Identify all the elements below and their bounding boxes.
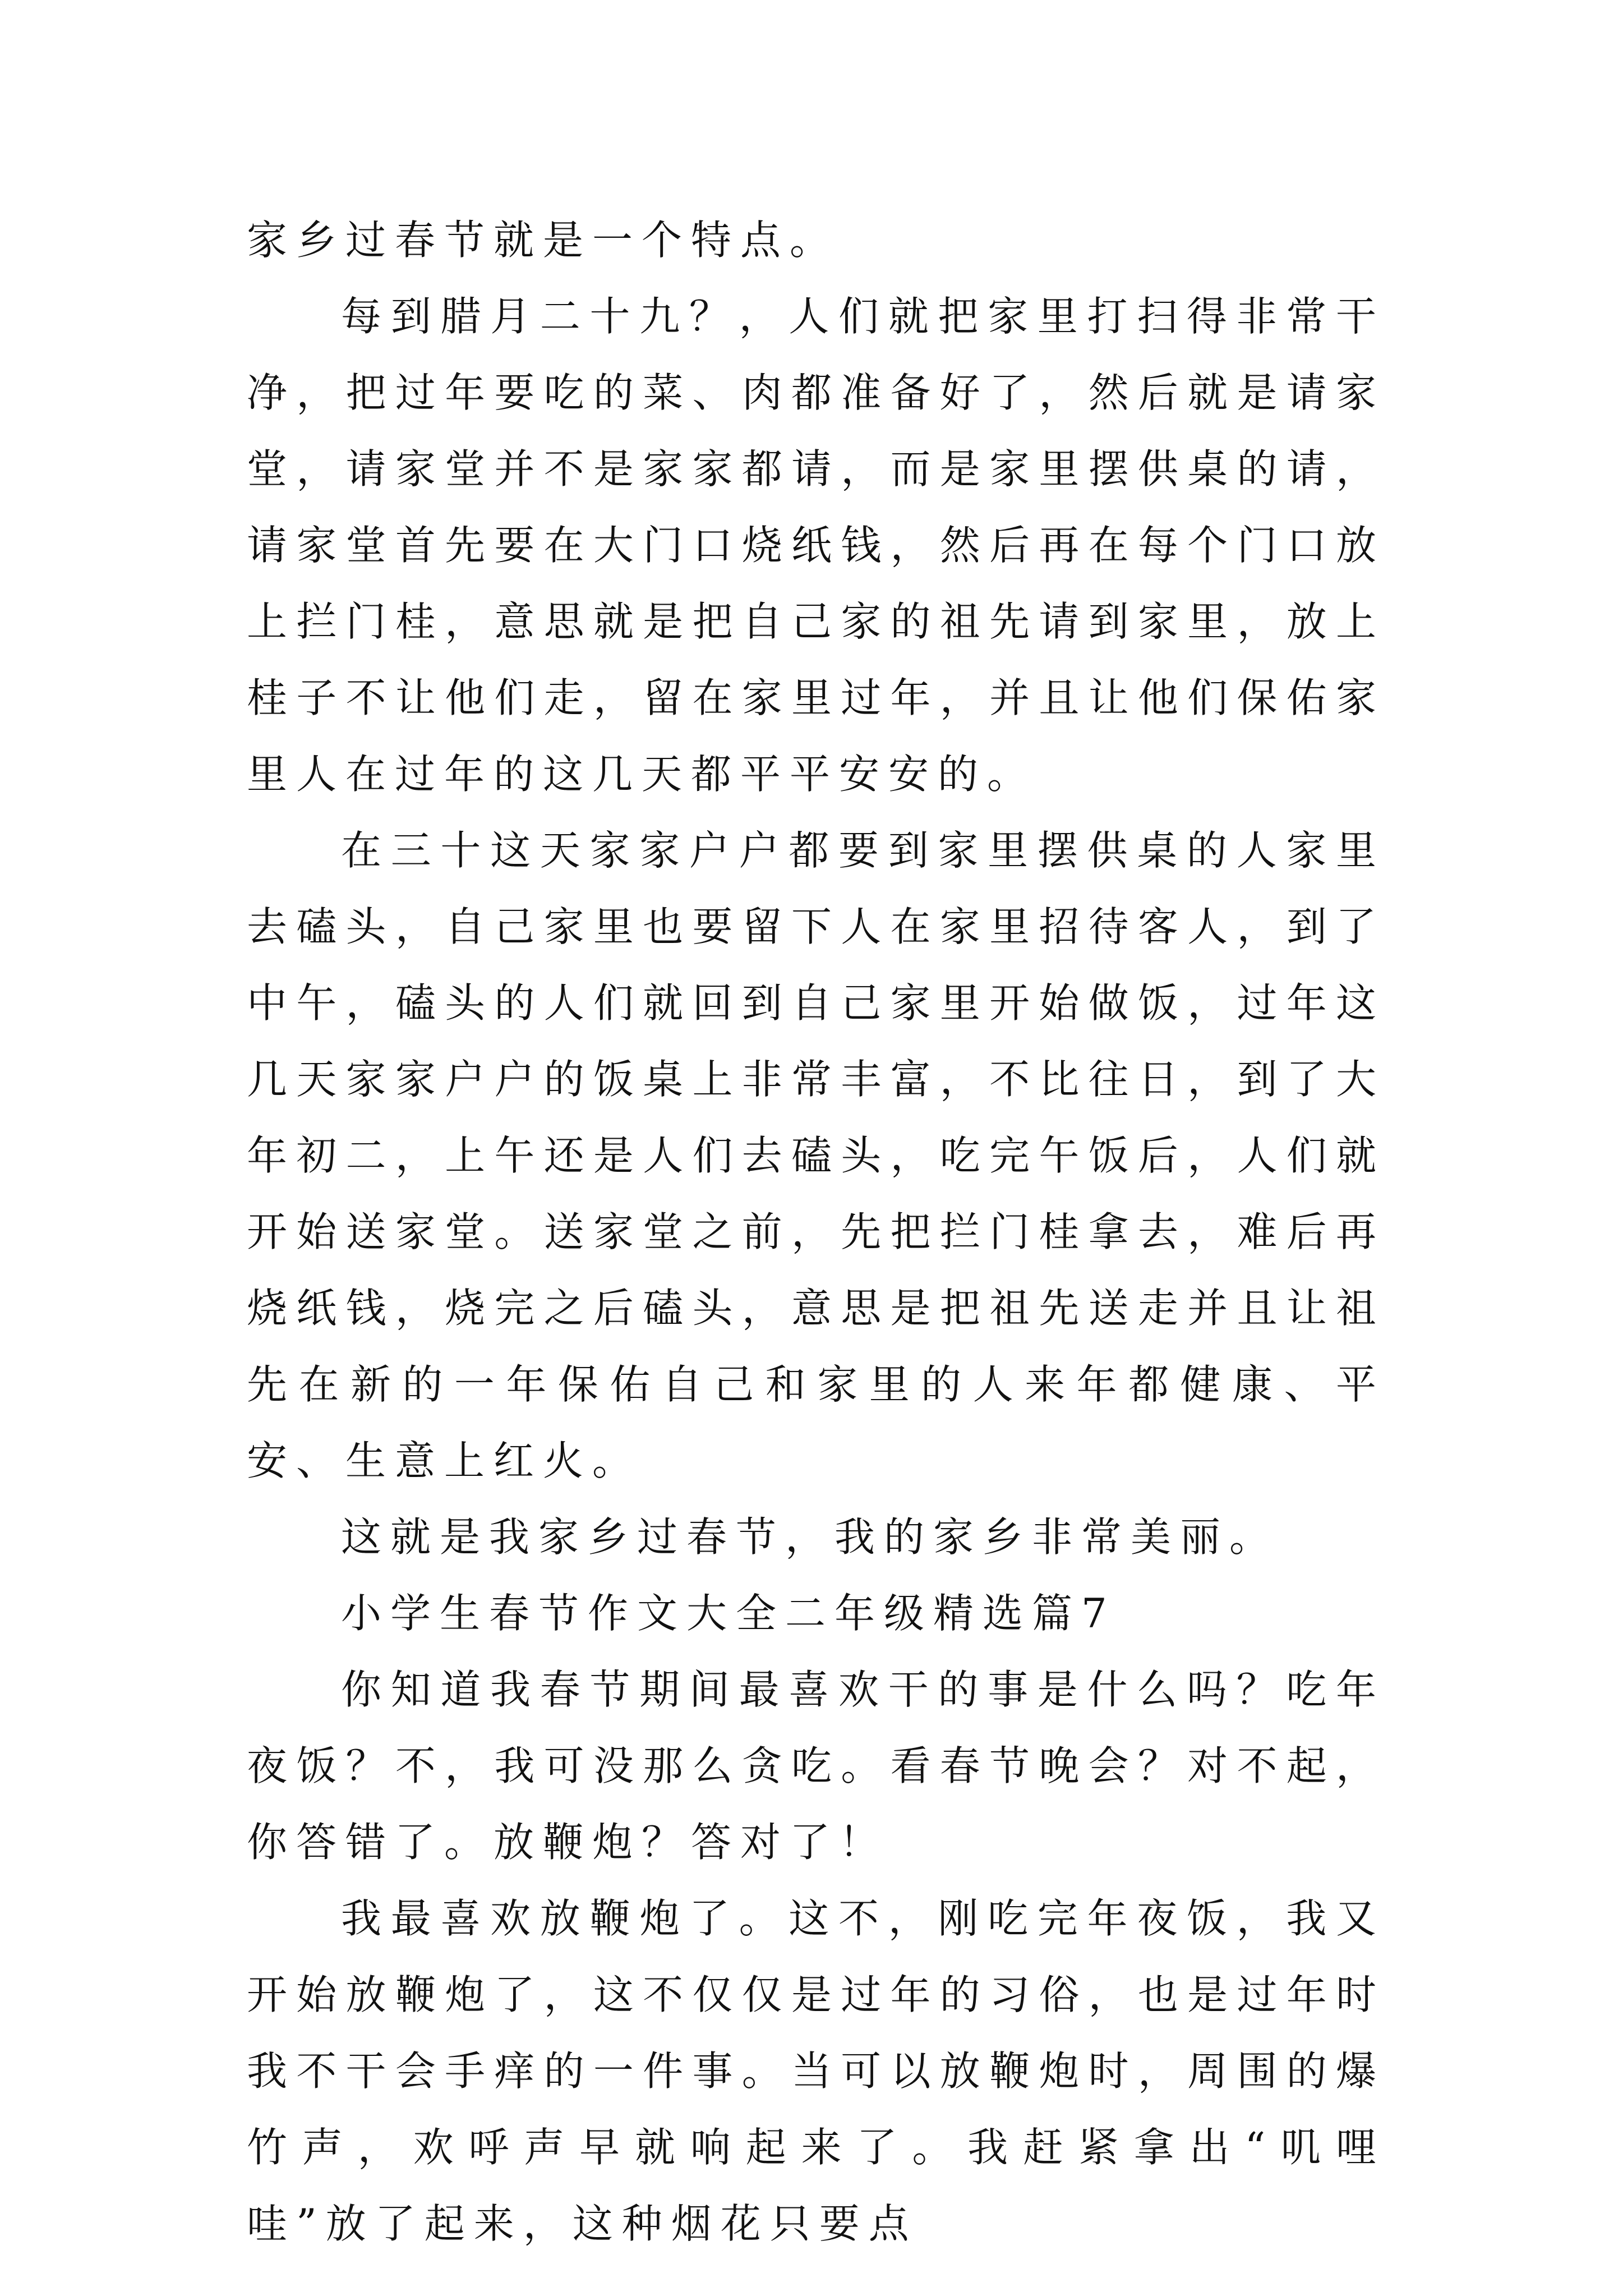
section-heading: 小学生春节作文大全二年级精选篇7: [341, 1590, 1116, 1637]
paragraph-new-year-customs: 在三十这天家家户户都要到家里摆供桌的人家里去磕头，自己家里也要留下人在家里招待客人，到了中午，磕头的人们就回到自己家里开始做饭，过年这几天家家户户的饭桌上非常丰富，不比往日，到了大年初二，上午还是人们去磕头，吃完午饭后，人们就开始送家堂。送家堂之前，先把拦门桂拿去，难后再烧纸钱，烧完之后磕头，意思是把祖先送走并且让祖先在新的一年保佑自己和家里的人来年都健康、平安、生意上红火。: [247, 827, 1385, 1484]
paragraph-preparation: 每到腊月二十九？，人们就把家里打扫得非常干净，把过年要吃的菜、肉都准备好了，然后就是请家堂，请家堂并不是家家都请，而是家里摆供桌的请，请家堂首先要在大门口烧纸钱，然后再在每个门口放上拦门桂，意思就是把自己家的祖先请到家里，放上桂子不让他们走，留在家里过年，并且让他们保佑家里人在过年的这几天都平平安安的。: [247, 293, 1385, 798]
paragraph-continuation: 家乡过春节就是一个特点。: [247, 217, 840, 264]
paragraph-firecrackers: 我最喜欢放鞭炮了。这不，刚吃完年夜饭，我又开始放鞭炮了，这不仅仅是过年的习俗，也是过年时我不干会手痒的一件事。当可以放鞭炮时，周围的爆竹声，欢呼声早就响起来了。我赶紧拿出“叽哩哇”放了起来，这种烟花只要点: [247, 1895, 1385, 2247]
paragraph-conclusion: 这就是我家乡过春节，我的家乡非常美丽。: [341, 1513, 1279, 1561]
paragraph-question: 你知道我春节期间最喜欢干的事是什么吗？吃年夜饭？不，我可没那么贪吃。看春节晚会？对不起，你答错了。放鞭炮？答对了！: [247, 1666, 1385, 1866]
document-body: [247, 202, 1385, 2262]
